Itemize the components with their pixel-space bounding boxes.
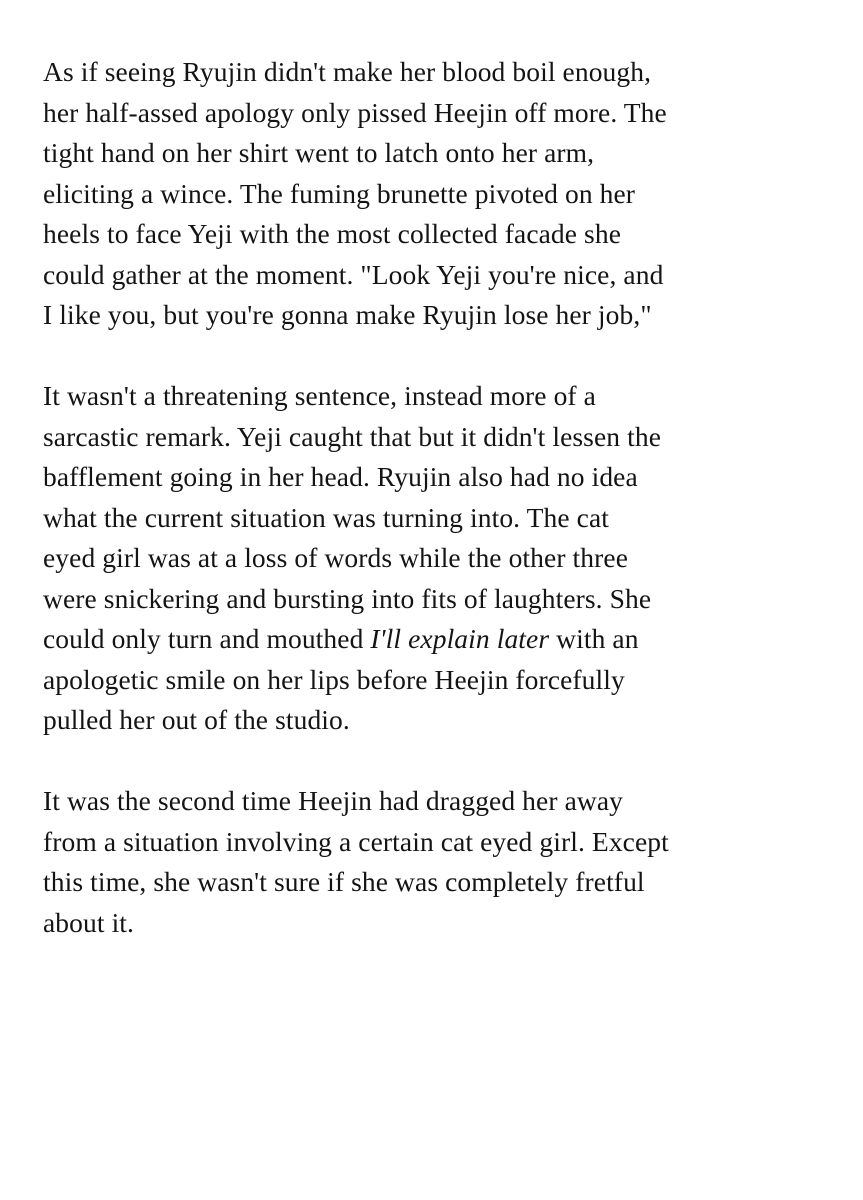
paragraph-1 (43, 52, 833, 336)
text-line: what the current situation was turning into. The cat (43, 501, 610, 533)
text-line: heels to face Yeji with the most collected facade she (43, 218, 622, 249)
text-line: As if seeing Ryujin didn't make her blood boil enough, (43, 56, 652, 87)
text-line: I like you, but you're gonna make Ryujin lose her job," (43, 299, 652, 330)
text-line: sarcastic remark. Yeji caught that but it didn't lessen the (43, 420, 662, 452)
story-text (43, 52, 833, 943)
text-line: pulled her out of the studio. (43, 704, 350, 735)
text-line: about it. (43, 906, 135, 938)
text-line: It was the second time Heejin had dragged her away (43, 785, 623, 816)
text-line: eyed girl was at a loss of words while the other three (43, 542, 629, 573)
text-line: were snickering and bursting into fits of laughters. She (43, 582, 652, 614)
paragraph-3 (43, 781, 833, 943)
text-line: could gather at the moment. "Look Yeji you're nice, and (43, 258, 664, 290)
text-line: her half-assed apology only pissed Heejin off more. The (43, 96, 667, 128)
text-line: bafflement going in her head. Ryujin also had no idea (43, 461, 638, 492)
text-line: It wasn't a threatening sentence, instead more of a (43, 380, 596, 411)
italic-phrase: I'll explain later (370, 623, 550, 654)
text-line: this time, she wasn't sure if she was completely fretful (43, 866, 645, 897)
text-line: apologetic smile on her lips before Heejin forcefully (43, 663, 625, 695)
text-line-with-italic (43, 619, 833, 660)
text-line: eliciting a wince. The fuming brunette pivoted on her (43, 177, 636, 209)
text-line: tight hand on her shirt went to latch onto her arm, (43, 137, 595, 168)
text-fragment: could only turn and mouthed (43, 623, 371, 654)
text-fragment: with an (549, 623, 639, 654)
paragraph-2 (43, 376, 833, 741)
text-line: from a situation involving a certain cat eyed girl. Except (43, 825, 669, 857)
